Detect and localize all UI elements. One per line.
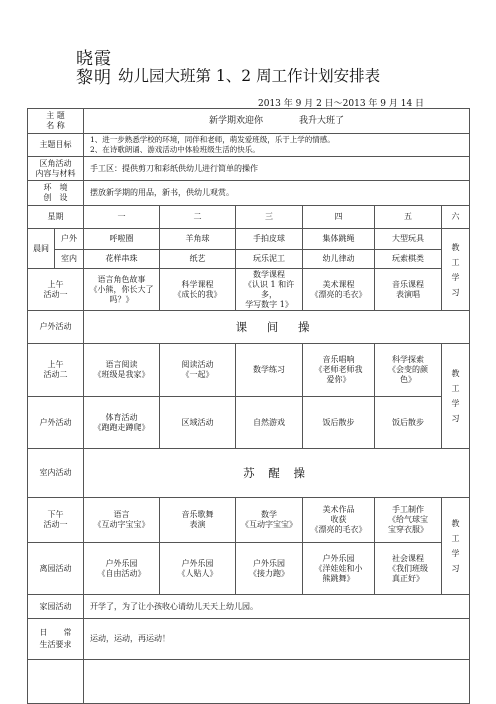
outdoor2-wed: 自然游戏 [236,397,303,449]
morning-label: 晨间 [28,229,55,269]
day-mon: 一 [84,206,160,229]
leave-tue: 户外乐园 《人贴人》 [160,543,236,595]
am-activity2-row [28,344,470,397]
indoor-label: 室内 [55,250,84,269]
pm-activity1-row [28,498,470,543]
morning-outdoor-row [28,229,470,250]
outdoor-tue: 羊角球 [160,229,236,250]
outdoor2-row [28,397,470,449]
environment-row [28,181,470,206]
outdoor2-mon: 体育活动 《跑跑走蹲爬》 [84,397,160,449]
am1-fri: 音乐课程 表演唱 [375,269,442,311]
break-exercise: 课 间 操 [84,311,470,344]
environment-text: 摆放新学期的用品，新书，供幼儿观赏。 [84,181,470,206]
outdoor2-thu: 饭后散步 [303,397,375,449]
theme-name-a: 新学期欢迎你 [209,116,264,126]
wake-exercise-row [28,449,470,498]
theme-names [84,109,470,134]
day-tue: 二 [160,206,236,229]
indoor-activity-label: 室内活动 [28,449,84,498]
leave-label: 离园活动 [28,543,84,595]
indoor-tue: 纸艺 [160,250,236,269]
pm1-mon: 语言 《互动字宝宝》 [84,498,160,543]
leave-wed: 户外乐园 《接力跑》 [236,543,303,595]
daily-label: 日 常 生活要求 [28,619,84,660]
outdoor2-fri: 饭后散步 [375,397,442,449]
saturday-note-midday: 教工学习 [442,344,470,449]
break-exercise-row [28,311,470,344]
theme-name-b: 我升大班了 [299,116,345,126]
indoor-thu: 幼儿律动 [303,250,375,269]
goal-row [28,134,470,157]
blank-row [28,660,470,704]
pm1-tue: 音乐歌舞 表演 [160,498,236,543]
document-header [0,0,496,118]
date-range: 2013 年 9 月 2 日～2013 年 9 月 14 日 [258,99,425,109]
morning-indoor-row [28,250,470,269]
am2-thu: 音乐唱响 《老师老师我 爱你》 [303,344,375,397]
daily-text: 运动，运动，再运动！ [84,619,470,660]
theme-label: 主 题 名 称 [28,109,84,134]
saturday-note-afternoon: 教工学习 [442,498,470,595]
outdoor2-label: 户外活动 [28,397,84,449]
wake-exercise: 苏 醒 操 [84,449,470,498]
corner-text: 手工区：提供剪刀和彩纸供幼儿进行简单的操作 [84,157,470,181]
leave-row [28,543,470,595]
document-title: 幼儿园大班第 1、2 周工作计划安排表 [118,67,381,85]
outdoor-wed: 手拍皮球 [236,229,303,250]
indoor-mon: 花样串珠 [84,250,160,269]
outdoor2-tue: 区域活动 [160,397,236,449]
am-activity1-row [28,269,470,311]
pm1-wed: 数学 《互动字宝宝》 [236,498,303,543]
corner-label: 区角活动 内容与材料 [28,157,84,181]
am2-wed: 数学练习 [236,344,303,397]
am2-fri: 科学探索 《会变的颜 色》 [375,344,442,397]
day-wed: 三 [236,206,303,229]
outdoor-label: 户外 [55,229,84,250]
indoor-fri: 玩索棋类 [375,250,442,269]
daily-row [28,619,470,660]
environment-label: 环 境 创 设 [28,181,84,206]
corner-row [28,157,470,181]
day-thu: 四 [303,206,375,229]
pm1-thu: 美术作品 收获 《漂亮的毛衣》 [303,498,375,543]
outdoor-thu: 集体跳绳 [303,229,375,250]
home-row [28,595,470,619]
am1-tue: 科学课程 《成长的我》 [160,269,236,311]
am2-mon: 语言阅读 《班级是我家》 [84,344,160,397]
weekday-header-row [28,206,470,229]
brand-logo-text: 晓霞黎明 [76,49,112,88]
leave-fri: 社会课程 《我们班级 真正好》 [375,543,442,595]
day-fri: 五 [375,206,442,229]
am1-mon: 语言角色故事 《小熊，你长大了 吗？》 [84,269,160,311]
saturday-note-morning: 教工学习 [442,229,470,311]
pm1-label: 下午 活动一 [28,498,84,543]
leave-mon: 户外乐园 《自由活动》 [84,543,160,595]
am2-label: 上午 活动二 [28,344,84,397]
goal-text: 1、进一步熟悉学校的环境，同伴和老师，萌发爱班级，乐于上学的情感。 2、在诗歌朗诵、游戏活动中体验班级生活的快乐。 [84,134,470,157]
theme-row [28,109,470,134]
am2-tue: 阅读活动 《一起》 [160,344,236,397]
leave-thu: 户外乐园 《洋娃娃和小 熊跳舞》 [303,543,375,595]
outdoor-fri: 大型玩具 [375,229,442,250]
goal-label: 主题目标 [28,134,84,157]
weekly-plan-table [27,108,470,704]
pm1-fri: 手工制作 《给气球宝 宝穿衣服》 [375,498,442,543]
am1-wed: 数学课程 《认识 1 和许多， 学写数字 1》 [236,269,303,311]
weekday-header-label: 星期 [28,206,84,229]
day-sat: 六 [442,206,470,229]
home-text: 开学了，为了让小孩收心请幼儿天天上幼儿园。 [84,595,470,619]
outdoor-mon: 呼啦圈 [84,229,160,250]
home-label: 家园活动 [28,595,84,619]
am1-thu: 美术课程 《漂亮的毛衣》 [303,269,375,311]
outdoor-activity-label: 户外活动 [28,311,84,344]
indoor-wed: 玩乐泥工 [236,250,303,269]
am1-label: 上午 活动一 [28,269,84,311]
